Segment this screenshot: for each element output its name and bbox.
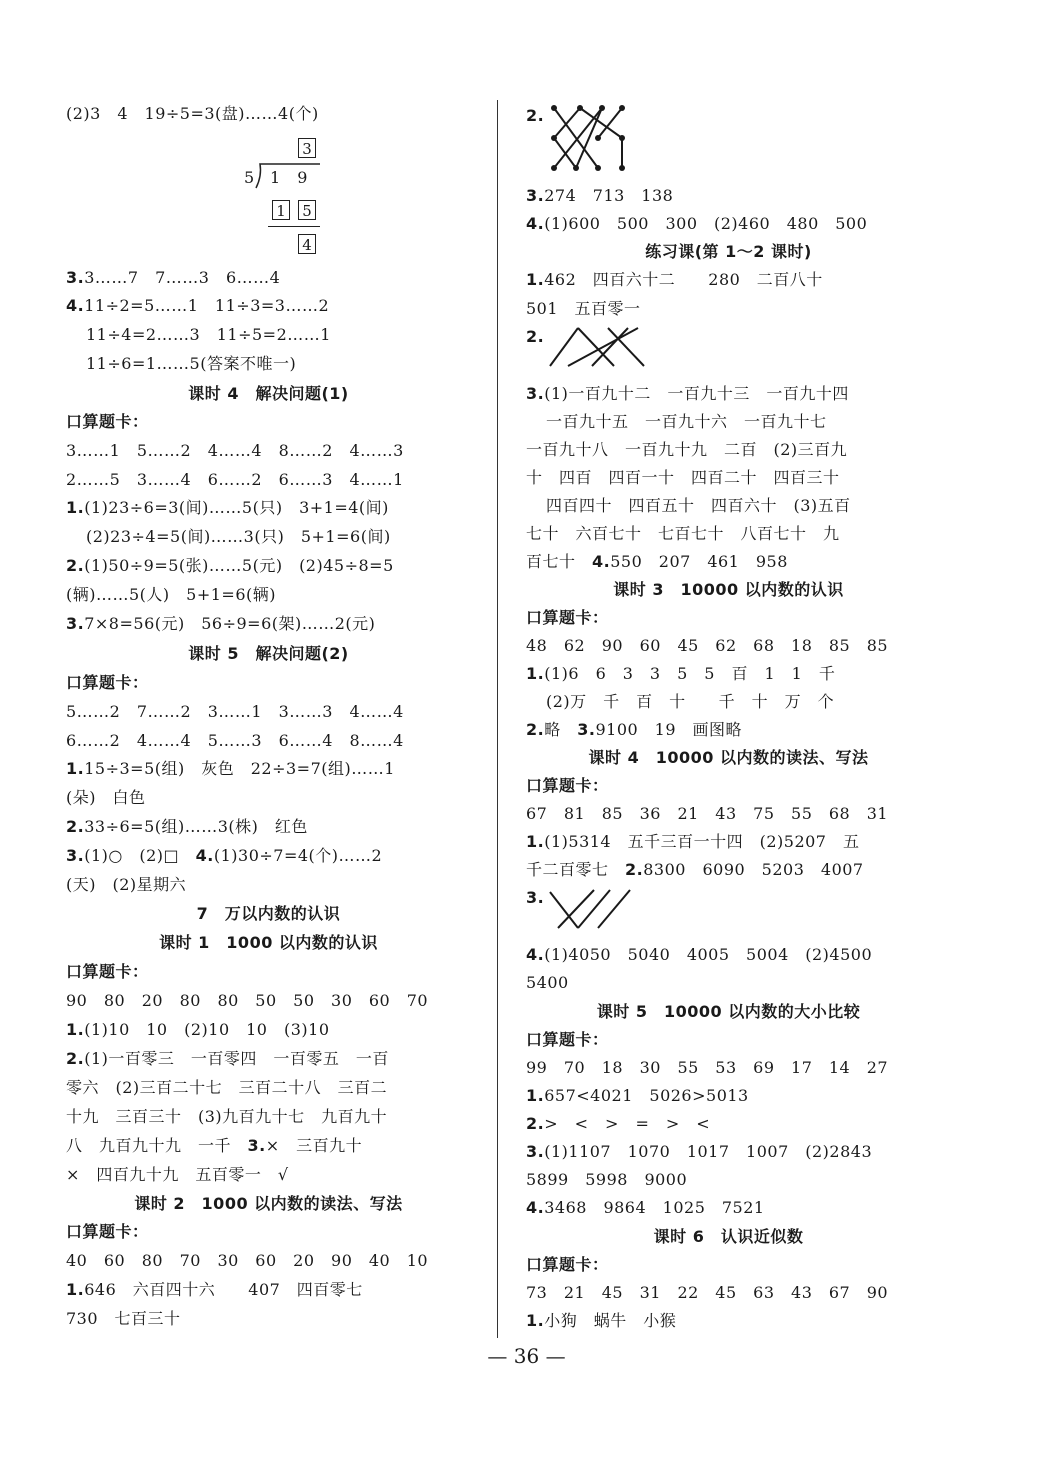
answer-line: 3.274 713 138 [526, 186, 674, 205]
answer-line: 七十 六百七十 七百七十 八百七十 九 [526, 524, 840, 543]
section-heading: 课时 3 10000 以内数的认识 [613, 580, 844, 599]
section-heading: 课时 6 认识近似数 [653, 1227, 804, 1246]
section-heading: 课时 4 解决问题(1) [188, 384, 349, 403]
remainder-box: 4 [298, 234, 316, 254]
answer-line: 2.33÷6=5(组)……3(株) 红色 [66, 817, 308, 836]
answer-line: (辆)……5(人) 5+1=6(辆) [66, 585, 276, 604]
section-heading: 课时 5 解决问题(2) [188, 644, 349, 663]
answer-line: 73 21 45 31 22 45 63 43 67 90 [526, 1283, 889, 1302]
section-heading: 课时 2 1000 以内数的读法、写法 [134, 1194, 403, 1213]
answer-line: 5……2 7……2 3……1 3……3 4……4 [66, 702, 404, 721]
answer-line: 3……1 5……2 4……4 8……2 4……3 [66, 441, 404, 460]
card-heading: 口算题卡： [526, 1255, 609, 1274]
answer-line: 2.略 3.9100 19 画图略 [526, 720, 743, 739]
quotient-box: 3 [298, 138, 316, 158]
card-heading: 口算题卡： [66, 673, 149, 692]
answer-line: 八 九百九十九 一千 3.× 三百九十 [66, 1136, 363, 1155]
answer-line: 2. [526, 327, 545, 346]
answer-line: 1.(1)5314 五千三百一十四 (2)5207 五 [526, 832, 860, 851]
section-heading: 练习课(第 1～2 课时) [645, 242, 812, 261]
card-heading: 口算题卡： [526, 776, 609, 795]
matching-figure [548, 886, 632, 934]
answer-line: 4.3468 9864 1025 7521 [526, 1198, 765, 1217]
answer-line: 一百九十八 一百九十九 二百 (2)三百九 [526, 440, 848, 459]
answer-line: 2.(1)一百零三 一百零四 一百零五 一百 [66, 1049, 389, 1068]
answer-line: 1.(1)23÷6=3(间)……5(只) 3+1=4(间) [66, 498, 389, 517]
answer-line: 十 四百 四百一十 四百二十 四百三十 [526, 468, 840, 487]
answer-line: 2……5 3……4 6……2 6……3 4……1 [66, 470, 404, 489]
answer-line: 4.(1)4050 5040 4005 5004 (2)4500 [526, 945, 873, 964]
card-heading: 口算题卡： [66, 962, 149, 981]
answer-line: 4.(1)600 500 300 (2)460 480 500 [526, 214, 868, 233]
answer-line: (朵) 白色 [66, 788, 146, 807]
answer-line: (2)23÷4=5(间)……3(只) 5+1=6(间) [86, 527, 391, 546]
answer-line: 5899 5998 9000 [526, 1170, 688, 1189]
answer-line: 3. [526, 888, 545, 907]
answer-line: 零六 (2)三百二十七 三百二十八 三百二 [66, 1078, 388, 1097]
answer-line: 99 70 18 30 55 53 69 17 14 27 [526, 1058, 889, 1077]
answer-line: 40 60 80 70 30 60 20 90 40 10 [66, 1251, 429, 1270]
dividend: 1 9 [270, 168, 314, 187]
answer-line: 730 七百三十 [66, 1309, 181, 1328]
answer-line: 3.7×8=56(元) 56÷9=6(架)……2(元) [66, 614, 376, 633]
answer-line: 11÷4=2……3 11÷5=2……1 [86, 325, 331, 344]
answer-line: 十九 三百三十 (3)九百九十七 九百九十 [66, 1107, 388, 1126]
answer-line: 四百四十 四百五十 四百六十 (3)五百 [546, 496, 851, 515]
unit-heading: 7 万以内数的认识 [196, 904, 341, 923]
answer-line: 11÷6=1……5(答案不唯一) [86, 354, 297, 373]
section-heading: 课时 4 10000 以内数的读法、写法 [588, 748, 869, 767]
answer-line: 3.(1)1107 1070 1017 1007 (2)2843 [526, 1142, 873, 1161]
answer-line: 1.(1)6 6 3 3 5 5 百 1 1 千 [526, 664, 836, 683]
answer-line: 千二百零七 2.8300 6090 5203 4007 [526, 860, 864, 879]
column-divider [497, 100, 498, 1338]
card-heading: 口算题卡： [526, 608, 609, 627]
page-number: — 36 — [487, 1344, 566, 1368]
answer-line: 501 五百零一 [526, 299, 641, 318]
section-heading: 课时 1 1000 以内数的认识 [159, 933, 378, 952]
answer-line: 3.3……7 7……3 6……4 [66, 268, 281, 287]
section-heading: 课时 5 10000 以内数的大小比较 [596, 1002, 861, 1021]
matching-figure [550, 104, 628, 174]
product-box-1: 1 [272, 200, 290, 220]
answer-line: 百七十 4.550 207 461 958 [526, 552, 788, 571]
answer-line: 1.657<4021 5026>5013 [526, 1086, 749, 1105]
answer-line: 6……2 4……4 5……3 6……4 8……4 [66, 731, 404, 750]
answer-line: 4.11÷2=5……1 11÷3=3……2 [66, 296, 330, 315]
answer-line: × 四百九十九 五百零一 √ [66, 1165, 289, 1184]
answer-line: 1.15÷3=5(组) 灰色 22÷3=7(组)……1 [66, 759, 395, 778]
product-box-2: 5 [298, 200, 316, 220]
answer-line: 2.(1)50÷9=5(张)……5(元) (2)45÷8=5 [66, 556, 394, 575]
answer-line: 2.> < > = > < [526, 1114, 711, 1133]
answer-line: 3.(1)○ (2)□ 4.(1)30÷7=4(个)……2 [66, 846, 383, 865]
answer-line: 67 81 85 36 21 43 75 55 68 31 [526, 804, 889, 823]
divisor: 5 [244, 168, 255, 187]
answer-line: 2. [526, 106, 545, 125]
answer-line: 一百九十五 一百九十六 一百九十七 [546, 412, 827, 431]
answer-line: 1.646 六百四十六 407 四百零七 [66, 1280, 363, 1299]
card-heading: 口算题卡： [526, 1030, 609, 1049]
answer-line: 48 62 90 60 45 62 68 18 85 85 [526, 636, 889, 655]
matching-figure [548, 324, 648, 372]
answer-line: 1.462 四百六十二 280 二百八十 [526, 270, 823, 289]
answer-line: 3.(1)一百九十二 一百九十三 一百九十四 [526, 384, 849, 403]
answer-line: (天) (2)星期六 [66, 875, 187, 894]
card-heading: 口算题卡： [66, 412, 149, 431]
division-rule [268, 226, 320, 227]
answer-line: 5400 [526, 973, 569, 992]
answer-line: (2)3 4 19÷5=3(盘)……4(个) [66, 104, 319, 123]
answer-line: (2)万 千 百 十 千 十 万 个 [546, 692, 835, 711]
long-division [236, 138, 356, 258]
answer-line: 1.(1)10 10 (2)10 10 (3)10 [66, 1020, 330, 1039]
answer-line: 90 80 20 80 80 50 50 30 60 70 [66, 991, 429, 1010]
answer-line: 1.小狗 蜗牛 小猴 [526, 1311, 677, 1330]
card-heading: 口算题卡： [66, 1222, 149, 1241]
